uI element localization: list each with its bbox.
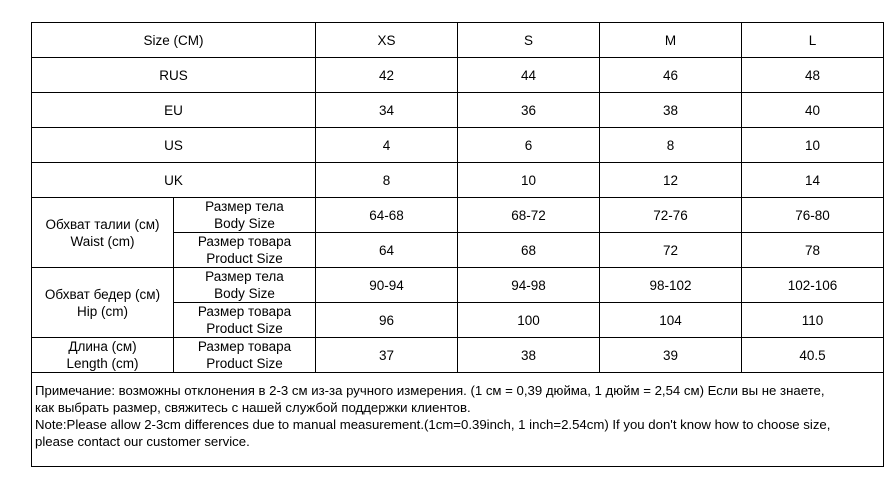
table-cell: 10 (742, 128, 884, 163)
table-cell: 64-68 (316, 198, 458, 233)
row-label: EU (32, 93, 316, 128)
waist-body-row (32, 198, 884, 233)
table-cell: 64 (316, 233, 458, 268)
body-size-label-en: Body Size (214, 286, 275, 301)
note-en-line-1: Note:Please allow 2-3cm differences due to manual measurement.(1cm=0.39inch, 1 inch=2.54cm) If you don't know how to choose size, (35, 417, 831, 432)
table-cell: 37 (316, 338, 458, 373)
size-chart-table (31, 22, 884, 467)
body-size-label (174, 198, 316, 233)
product-size-label (174, 233, 316, 268)
size-header-m: M (600, 23, 742, 58)
table-cell: 76-80 (742, 198, 884, 233)
table-cell: 72-76 (600, 198, 742, 233)
waist-label-ru: Обхват талии (см) (45, 216, 160, 232)
size-header-xs: XS (316, 23, 458, 58)
table-cell: 40 (742, 93, 884, 128)
row-label: US (32, 128, 316, 163)
table-cell: 6 (458, 128, 600, 163)
note-row (32, 373, 884, 467)
waist-label (32, 198, 174, 268)
length-label (32, 338, 174, 373)
body-size-label-ru: Размер тела (205, 199, 284, 214)
table-cell: 72 (600, 233, 742, 268)
table-cell: 36 (458, 93, 600, 128)
table-cell: 8 (316, 163, 458, 198)
hip-body-row (32, 268, 884, 303)
length-label-en: Length (cm) (66, 356, 139, 371)
hip-label (32, 268, 174, 338)
rus-row (32, 58, 884, 93)
hip-label-ru: Обхват бедер (см) (44, 286, 161, 302)
table-cell: 46 (600, 58, 742, 93)
product-size-label-en: Product Size (206, 356, 283, 371)
product-size-label (174, 338, 316, 373)
size-header-s: S (458, 23, 600, 58)
table-cell: 12 (600, 163, 742, 198)
hip-label-en: Hip (cm) (77, 303, 128, 319)
note-ru-line-2: как выбрать размер, свяжитесь с нашей службой поддержки клиентов. (35, 400, 471, 415)
table-cell: 78 (742, 233, 884, 268)
product-size-label (174, 303, 316, 338)
table-cell: 34 (316, 93, 458, 128)
table-cell: 102-106 (742, 268, 884, 303)
size-header-label: Size (CM) (32, 23, 316, 58)
table-cell: 40.5 (742, 338, 884, 373)
body-size-label (174, 268, 316, 303)
table-cell: 38 (600, 93, 742, 128)
table-cell: 42 (316, 58, 458, 93)
length-label-ru: Длина (см) (68, 339, 137, 354)
table-cell: 8 (600, 128, 742, 163)
row-label: RUS (32, 58, 316, 93)
uk-row (32, 163, 884, 198)
length-row (32, 338, 884, 373)
size-header-l: L (742, 23, 884, 58)
table-cell: 110 (742, 303, 884, 338)
table-cell: 14 (742, 163, 884, 198)
header-row (32, 23, 884, 58)
table-cell: 4 (316, 128, 458, 163)
product-size-label-ru: Размер товара (197, 304, 292, 319)
table-cell: 38 (458, 338, 600, 373)
table-cell: 48 (742, 58, 884, 93)
note-en-line-2: please contact our customer service. (35, 434, 250, 449)
table-cell: 90-94 (316, 268, 458, 303)
body-size-label-ru: Размер тела (205, 269, 284, 284)
eu-row (32, 93, 884, 128)
table-cell: 104 (600, 303, 742, 338)
table-cell: 68 (458, 233, 600, 268)
table-cell: 98-102 (600, 268, 742, 303)
waist-label-en: Waist (cm) (70, 233, 135, 249)
measurement-note (32, 373, 884, 467)
product-size-label-ru: Размер товара (197, 234, 292, 249)
table-cell: 96 (316, 303, 458, 338)
product-size-label-en: Product Size (206, 321, 283, 336)
row-label: UK (32, 163, 316, 198)
table-cell: 68-72 (458, 198, 600, 233)
body-size-label-en: Body Size (214, 216, 275, 231)
table-cell: 94-98 (458, 268, 600, 303)
product-size-label-en: Product Size (206, 251, 283, 266)
product-size-label-ru: Размер товара (197, 339, 292, 354)
table-cell: 100 (458, 303, 600, 338)
us-row (32, 128, 884, 163)
note-ru-line-1: Примечание: возможны отклонения в 2-3 см из-за ручного измерения. (1 см = 0,39 дюйма, 1 дюйм = 2,54 см) Если вы не знаете, (35, 383, 825, 398)
table-cell: 10 (458, 163, 600, 198)
table-cell: 44 (458, 58, 600, 93)
table-cell: 39 (600, 338, 742, 373)
